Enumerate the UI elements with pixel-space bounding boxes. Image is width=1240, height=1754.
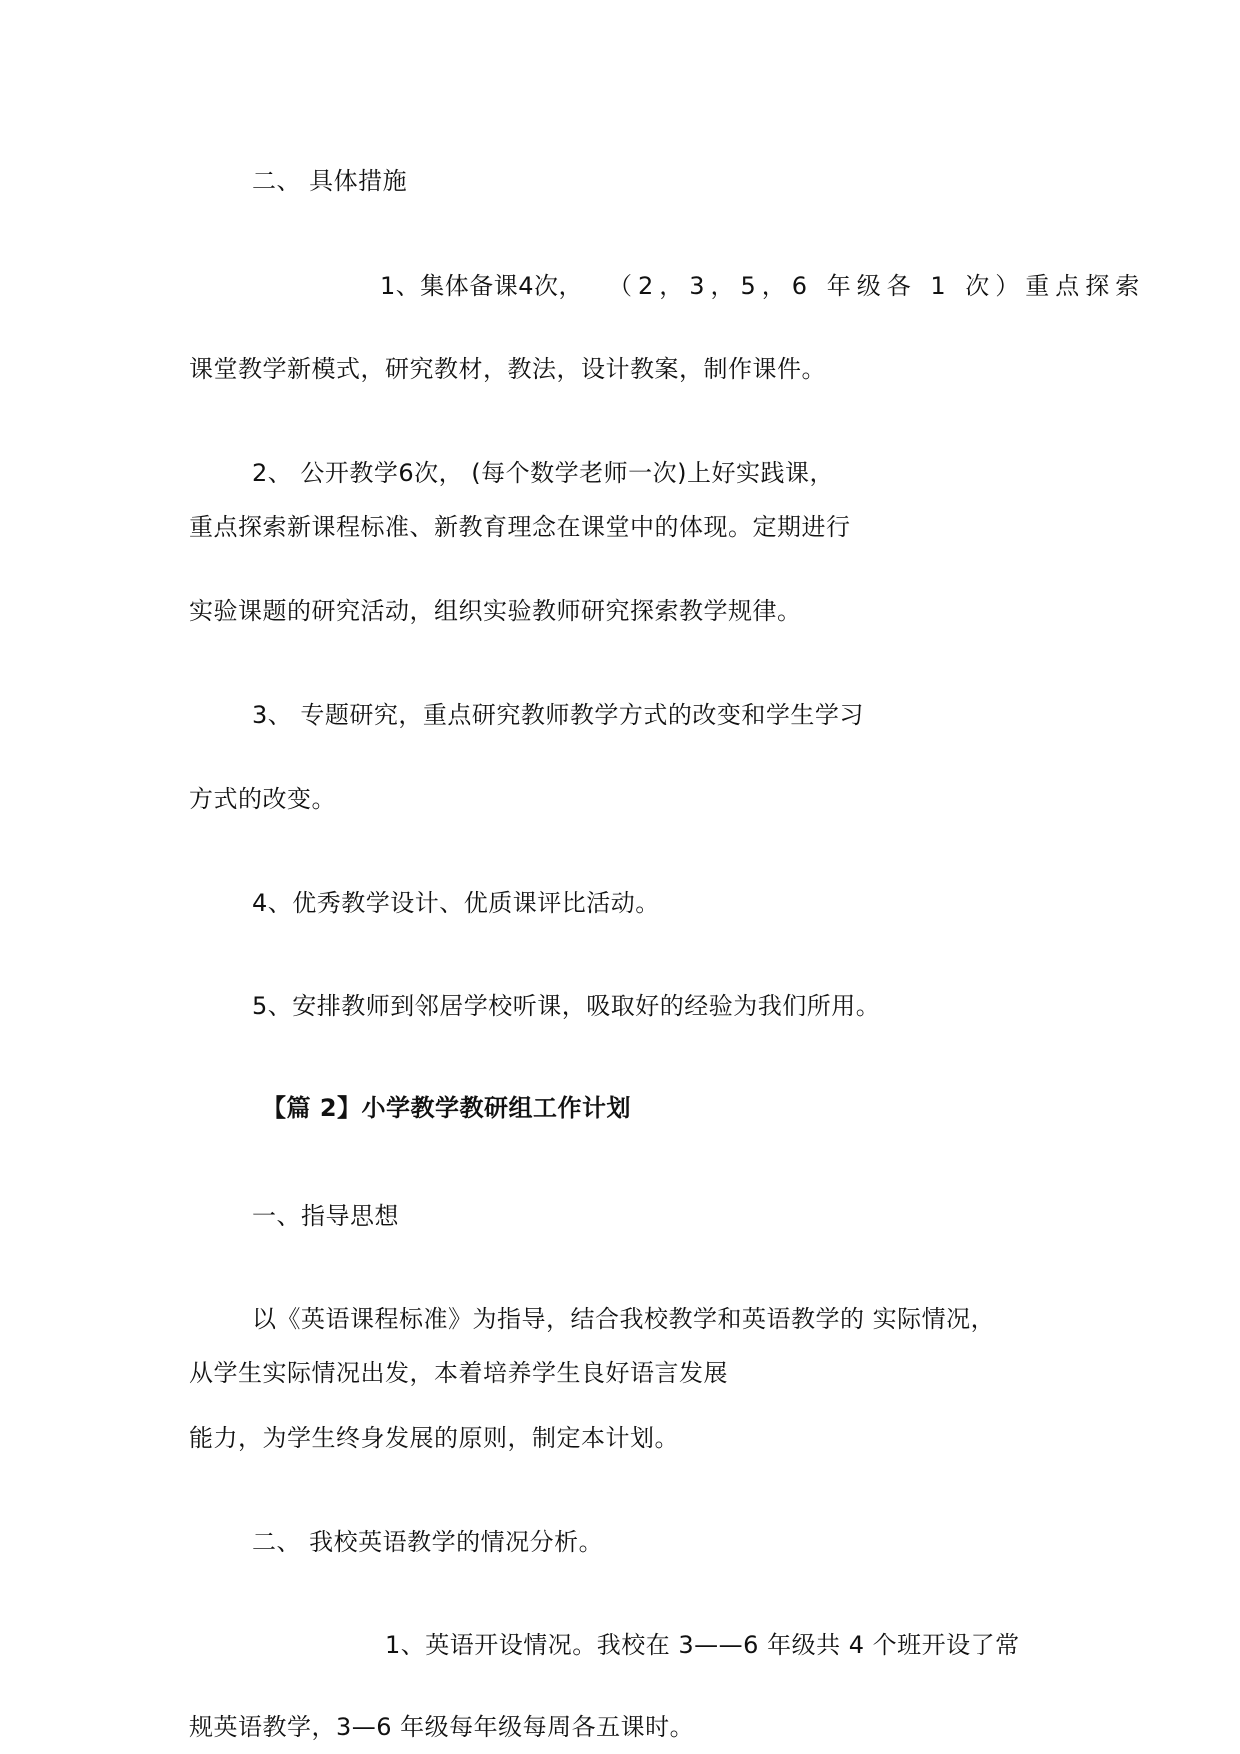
analysis-item-1-line-1: 1、英语开设情况。我校在 3——6 年级共 4 个班开设了常 <box>385 1631 1020 1659</box>
item-3-line-1: 3、 专题研究，重点研究教师教学方式的改变和学生学习 <box>252 701 864 729</box>
guide-line-1: 以《英语课程标准》为指导，结合我校教学和英语教学的 实际情况， <box>252 1305 996 1333</box>
item-4: 4、优秀教学设计、优质课评比活动。 <box>252 889 660 917</box>
analysis-item-1-line-2: 规英语教学，3—6 年级每年级每周各五课时。 <box>189 1713 695 1741</box>
guide-line-3: 能力，为学生终身发展的原则，制定本计划。 <box>189 1424 679 1452</box>
item-2-line-3: 实验课题的研究活动，组织实验教师研究探索教学规律。 <box>189 597 802 625</box>
item-3-line-2: 方式的改变。 <box>189 785 336 813</box>
item-2-line-2: 重点探索新课程标准、新教育理念在课堂中的体现。定期进行 <box>189 513 851 541</box>
item-1-line-1-end: （2，3，5，6 年级各 1 次）重点探索 <box>608 272 1146 300</box>
section-heading-measures: 二、 具体措施 <box>252 167 408 195</box>
item-1-line-1-start: 1、集体备课4次， <box>380 272 584 300</box>
analysis-heading: 二、 我校英语教学的情况分析。 <box>252 1528 604 1556</box>
article-2-title: 【篇 2】小学教学教研组工作计划 <box>262 1094 632 1122</box>
item-2-line-1: 2、 公开教学6次， (每个数学老师一次)上好实践课， <box>252 459 835 487</box>
item-1-line-2: 课堂教学新模式，研究教材，教法，设计教案，制作课件。 <box>189 355 826 383</box>
guide-heading: 一、指导思想 <box>252 1202 399 1230</box>
item-5: 5、安排教师到邻居学校听课，吸取好的经验为我们所用。 <box>252 992 881 1020</box>
guide-line-2: 从学生实际情况出发，本着培养学生良好语言发展 <box>189 1359 728 1387</box>
